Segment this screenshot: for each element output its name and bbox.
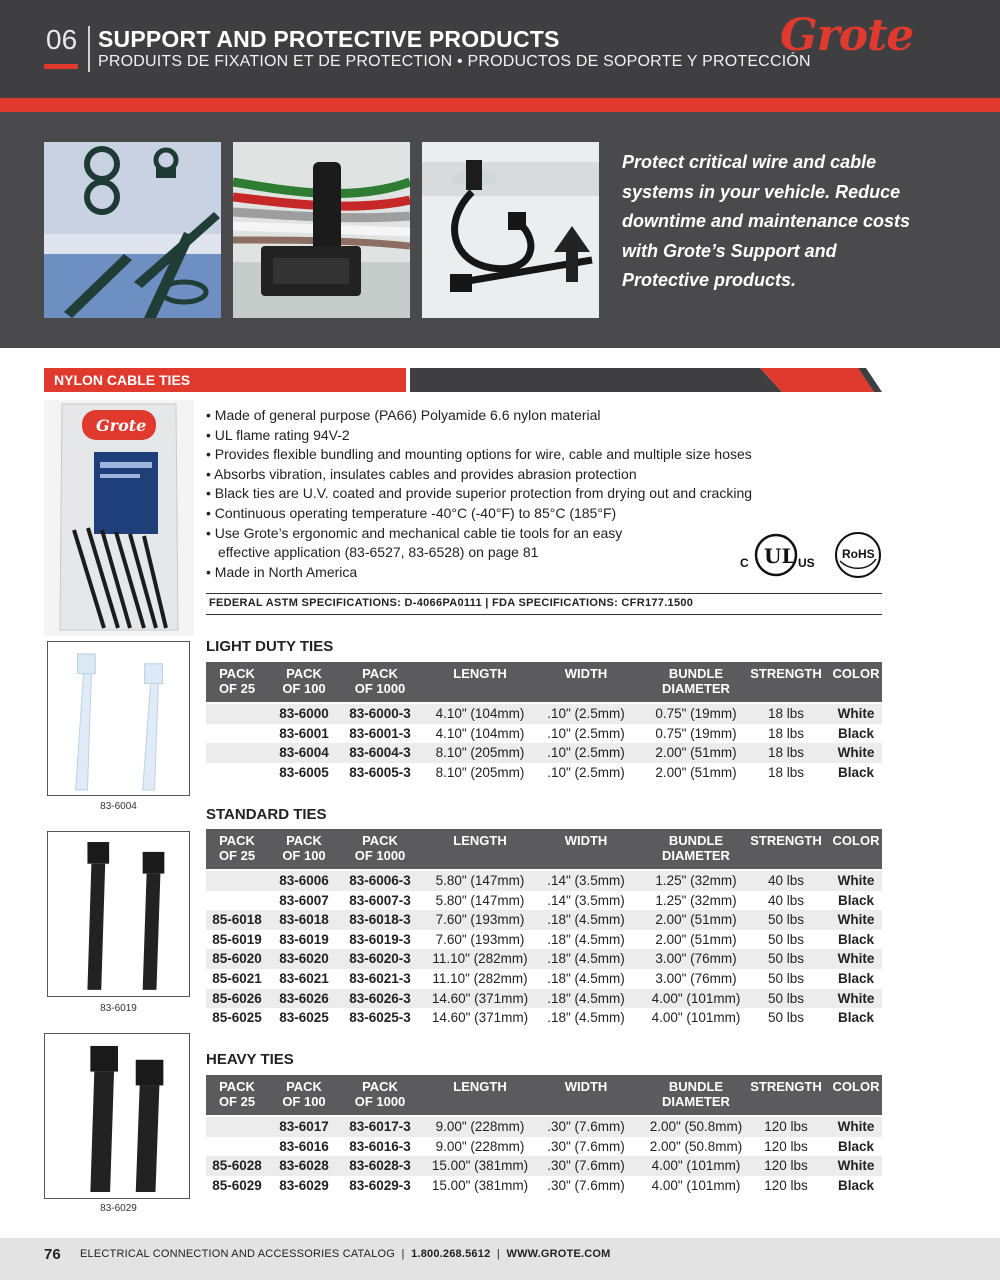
table-body [206,871,882,1028]
cell-bundle-diameter: 4.00" (101mm) [651,1158,741,1174]
cell-length: 4.10" (104mm) [435,706,525,721]
cell-color: White [837,990,875,1006]
cell-bundle-diameter: 2.00" (50.8mm) [649,1138,743,1154]
cell-color: Black [837,764,875,780]
cell-bundle-diameter: 4.00" (101mm) [651,1177,741,1193]
cell-strength: 18 lbs [767,725,805,741]
cell-pack-of-1000: 83-6001-3 [349,725,411,741]
cell-length: 5.80" (147mm) [435,892,525,908]
col-pack-of-1000: PACK OF 1000 [354,1079,406,1109]
cell-length: 11.10" (282mm) [432,951,528,967]
table-row [206,989,882,1009]
cell-width: .30" (7.6mm) [547,1158,625,1174]
hero-tagline: Protect critical wire and cable systems in your vehicle. Reduce downtime and maintenance costs with Grote’s Support and Protective products. [622,152,911,290]
cell-bundle-diameter: 0.75" (19mm) [655,725,737,741]
rohs-label: RoHS [842,547,875,561]
table-header [206,662,882,702]
standard-ties-title: STANDARD TIES [206,806,327,823]
cell-pack-of-100: 83-6019 [279,931,329,947]
col-pack-of-25: PACK OF 25 [218,1079,256,1109]
cell-bundle-diameter: 1.25" (32mm) [655,873,737,888]
cell-pack-of-1000: 83-6029-3 [349,1177,411,1193]
cell-color: White [837,873,875,888]
col-length: LENGTH [453,1079,507,1094]
standard-image-caption: 83-6019 [100,1003,137,1014]
cell-pack-of-100: 83-6026 [279,990,329,1006]
page-number: 76 [44,1246,61,1263]
cell-color: Black [837,1010,875,1026]
cell-strength: 40 lbs [767,892,805,908]
specifications-line: FEDERAL ASTM SPECIFICATIONS: D-4066PA0111 | FDA SPECIFICATIONS: CFR177.1500 [206,593,882,615]
cell-length: 15.00" (381mm) [431,1177,529,1193]
cell-pack-of-1000: 83-6007-3 [349,892,411,908]
cell-pack-of-25: 85-6029 [212,1177,262,1193]
cell-pack-of-100: 83-6021 [279,970,329,986]
cell-width: .18" (4.5mm) [547,931,625,947]
cell-length: 8.10" (205mm) [435,745,525,761]
cell-color: White [837,951,875,967]
cell-bundle-diameter: 0.75" (19mm) [655,706,737,721]
hero-banner [0,112,1000,348]
cell-color: Black [837,1177,875,1193]
section-number-underline [44,64,78,69]
light-duty-image-caption: 83-6004 [100,801,137,812]
cell-pack-of-25: 85-6018 [212,912,262,928]
col-width: WIDTH [564,833,608,848]
col-pack-of-1000: PACK OF 1000 [354,666,406,696]
cell-color: White [837,1119,875,1134]
cell-length: 14.60" (371mm) [431,990,529,1006]
cell-length: 14.60" (371mm) [431,1010,529,1026]
hero-image-cable-bundle [233,142,410,318]
heavy-ties-title: HEAVY TIES [206,1051,294,1068]
cell-pack-of-1000: 83-6020-3 [349,951,411,967]
table-row [206,704,882,724]
footer-separator: | [496,1248,500,1260]
cell-length: 9.00" (228mm) [435,1119,525,1134]
table-body [206,704,882,782]
cell-pack-of-25: 85-6028 [212,1158,262,1174]
cell-length: 4.10" (104mm) [435,725,525,741]
col-bundle-diameter: BUNDLE DIAMETER [662,1079,730,1109]
cell-width: .30" (7.6mm) [547,1138,625,1154]
standard-tie-photo [47,831,190,997]
section-title-nylon-cable-ties: NYLON CABLE TIES [44,368,406,392]
feature-item: • Use Grote’s ergonomic and mechanical cable tie tools for an easy effective application (83-6527, 83-6528) on page 81 [206,524,636,563]
cell-width: .18" (4.5mm) [547,1010,625,1026]
cable-bundle-photo-icon [233,142,410,318]
light-duty-ties-table [206,662,882,782]
cell-strength: 50 lbs [767,931,805,947]
cell-strength: 120 lbs [764,1138,808,1154]
cell-pack-of-1000: 83-6026-3 [349,990,411,1006]
feature-item: • Made of general purpose (PA66) Polyamide 6.6 nylon material [206,406,806,426]
col-color: COLOR [832,1079,880,1094]
cell-bundle-diameter: 3.00" (76mm) [655,970,737,986]
cell-pack-of-100: 83-6017 [279,1119,329,1134]
cell-width: .14" (3.5mm) [547,892,625,908]
table-row [206,871,882,891]
feature-item: • Black ties are U.V. coated and provide superior protection from drying out and cracking [206,484,806,504]
cell-pack-of-100: 83-6029 [279,1177,329,1193]
section-header-stripe [410,368,882,392]
cell-strength: 50 lbs [767,990,805,1006]
ul-mark: UL [764,544,796,568]
cell-pack-of-100: 83-6007 [279,892,329,908]
page-title: SUPPORT AND PROTECTIVE PRODUCTS [98,26,560,52]
cell-width: .10" (2.5mm) [547,725,625,741]
table-row [206,1176,882,1196]
cell-bundle-diameter: 3.00" (76mm) [655,951,737,967]
cell-pack-of-100: 83-6000 [279,706,329,721]
table-row [206,1117,882,1137]
grote-logo: Grote [780,10,914,61]
standard-ties-table [206,829,882,1028]
cell-pack-of-1000: 83-6017-3 [349,1119,411,1134]
cell-pack-of-1000: 83-6005-3 [349,764,411,780]
footer-catalog-name: ELECTRICAL CONNECTION AND ACCESSORIES CATALOG [80,1248,396,1260]
cell-pack-of-25: 85-6025 [212,1010,262,1026]
table-body [206,1117,882,1195]
cell-strength: 120 lbs [764,1158,808,1174]
footer-text [80,1248,611,1260]
cell-strength: 50 lbs [767,1010,805,1026]
table-row [206,1008,882,1028]
package-logo: Grote [96,416,147,435]
page-footer [0,1238,1000,1280]
cell-length: 8.10" (205mm) [435,764,525,780]
cell-width: .30" (7.6mm) [547,1177,625,1193]
table-row [206,949,882,969]
cell-pack-of-1000: 83-6028-3 [349,1158,411,1174]
heavy-black-cable-tie-icon [45,1034,189,1198]
col-length: LENGTH [453,666,507,681]
cell-color: White [837,1158,875,1174]
col-pack-of-100: PACK OF 100 [282,833,326,863]
cell-pack-of-1000: 83-6018-3 [349,912,411,928]
cell-strength: 120 lbs [764,1177,808,1193]
cell-color: White [837,745,875,761]
section-number: 06 [46,24,78,55]
cell-strength: 50 lbs [767,951,805,967]
black-cable-tie-icon [48,832,189,996]
feature-item: • Absorbs vibration, insulates cables and provides abrasion protection [206,465,806,485]
col-pack-of-1000: PACK OF 1000 [354,833,406,863]
mounting-ties-photo-icon [44,142,221,318]
cell-strength: 40 lbs [767,873,805,888]
col-strength: STRENGTH [750,666,822,681]
cell-color: Black [837,892,875,908]
header-divider [88,26,90,72]
cell-length: 9.00" (228mm) [435,1138,525,1154]
rohs-certification-icon [834,531,882,579]
footer-website-link[interactable]: WWW.GROTE.COM [506,1248,611,1260]
cell-pack-of-100: 83-6004 [279,745,329,761]
cell-strength: 120 lbs [764,1119,808,1134]
feature-item: • Made in North America [206,563,806,583]
col-pack-of-100: PACK OF 100 [282,1079,326,1109]
table-row [206,1156,882,1176]
cell-color: Black [837,725,875,741]
cell-pack-of-25: 85-6019 [212,931,262,947]
col-pack-of-25: PACK OF 25 [218,833,256,863]
col-bundle-diameter: BUNDLE DIAMETER [662,666,730,696]
ul-us-mark: US [798,556,815,570]
cell-pack-of-100: 83-6006 [279,873,329,888]
light-duty-tie-photo [47,641,190,796]
cell-width: .10" (2.5mm) [547,745,625,761]
col-color: COLOR [832,666,880,681]
table-row [206,910,882,930]
cell-strength: 50 lbs [767,912,805,928]
cell-color: White [837,912,875,928]
ul-c-mark: C [740,556,749,570]
feature-item: • UL flame rating 94V-2 [206,426,806,446]
feature-item: • Provides flexible bundling and mounting options for wire, cable and multiple size hoses [206,445,806,465]
col-length: LENGTH [453,833,507,848]
cell-pack-of-100: 83-6028 [279,1158,329,1174]
page-header [0,0,1000,98]
header-red-band [0,98,1000,112]
col-color: COLOR [832,833,880,848]
cell-bundle-diameter: 2.00" (51mm) [655,745,737,761]
heavy-image-caption: 83-6029 [100,1203,137,1214]
col-strength: STRENGTH [750,833,822,848]
feature-list [206,406,806,582]
cell-pack-of-1000: 83-6021-3 [349,970,411,986]
cell-width: .18" (4.5mm) [547,912,625,928]
cell-pack-of-1000: 83-6000-3 [349,706,411,721]
cell-color: Black [837,1138,875,1154]
cell-pack-of-1000: 83-6004-3 [349,745,411,761]
cell-bundle-diameter: 4.00" (101mm) [651,1010,741,1026]
cell-color: Black [837,970,875,986]
table-row [206,891,882,911]
cell-length: 11.10" (282mm) [432,970,528,986]
cable-tie-package-photo [44,400,194,636]
cell-bundle-diameter: 2.00" (51mm) [655,912,737,928]
cell-pack-of-100: 83-6020 [279,951,329,967]
cell-pack-of-100: 83-6001 [279,725,329,741]
page-subtitle: PRODUITS DE FIXATION ET DE PROTECTION • PRODUCTOS DE SOPORTE Y PROTECCIÓN [98,53,811,70]
cell-bundle-diameter: 2.00" (51mm) [655,931,737,947]
cell-length: 5.80" (147mm) [435,873,525,888]
cell-color: White [837,706,875,721]
cell-width: .10" (2.5mm) [547,706,625,721]
cell-strength: 18 lbs [767,764,805,780]
cell-pack-of-100: 83-6005 [279,764,329,780]
cell-length: 7.60" (193mm) [435,931,525,947]
cell-length: 15.00" (381mm) [431,1158,529,1174]
col-width: WIDTH [564,1079,608,1094]
cell-pack-of-25: 85-6020 [212,951,262,967]
table-row [206,724,882,744]
cell-pack-of-25: 85-6021 [212,970,262,986]
cell-strength: 18 lbs [767,745,805,761]
light-duty-ties-title: LIGHT DUTY TIES [206,638,334,655]
cell-pack-of-1000: 83-6006-3 [349,873,411,888]
cell-width: .18" (4.5mm) [547,951,625,967]
cell-color: Black [837,931,875,947]
cell-strength: 50 lbs [767,970,805,986]
cable-tie-package-icon [44,400,194,636]
cell-bundle-diameter: 4.00" (101mm) [651,990,741,1006]
cell-strength: 18 lbs [767,706,805,721]
col-strength: STRENGTH [750,1079,822,1094]
footer-phone: 1.800.268.5612 [411,1248,491,1260]
cell-width: .14" (3.5mm) [547,873,625,888]
col-bundle-diameter: BUNDLE DIAMETER [662,833,730,863]
cell-width: .10" (2.5mm) [547,764,625,780]
cell-pack-of-1000: 83-6025-3 [349,1010,411,1026]
cell-pack-of-25: 85-6026 [212,990,262,1006]
table-header [206,1075,882,1115]
col-width: WIDTH [564,666,608,681]
cell-pack-of-1000: 83-6016-3 [349,1138,411,1154]
hero-image-push-mount-ties [422,142,599,318]
hero-image-mounting-ties [44,142,221,318]
feature-item: • Continuous operating temperature -40°C (-40°F) to 85°C (185°F) [206,504,806,524]
cell-pack-of-100: 83-6016 [279,1138,329,1154]
cul-us-certification-icon [738,532,818,578]
footer-separator: | [401,1248,405,1260]
table-row [206,763,882,783]
table-row [206,930,882,950]
col-pack-of-100: PACK OF 100 [282,666,326,696]
table-row [206,969,882,989]
heavy-ties-table [206,1075,882,1195]
cell-bundle-diameter: 1.25" (32mm) [655,892,737,908]
cell-pack-of-100: 83-6025 [279,1010,329,1026]
cell-length: 7.60" (193mm) [435,912,525,928]
cell-pack-of-1000: 83-6019-3 [349,931,411,947]
white-cable-tie-icon [48,642,189,795]
cell-bundle-diameter: 2.00" (51mm) [655,764,737,780]
cell-width: .18" (4.5mm) [547,990,625,1006]
cell-bundle-diameter: 2.00" (50.8mm) [649,1119,743,1134]
push-mount-ties-photo-icon [422,142,599,318]
table-header [206,829,882,869]
cell-width: .18" (4.5mm) [547,970,625,986]
table-row [206,743,882,763]
heavy-tie-photo [44,1033,190,1199]
cell-pack-of-100: 83-6018 [279,912,329,928]
table-row [206,1137,882,1157]
cell-width: .30" (7.6mm) [547,1119,625,1134]
col-pack-of-25: PACK OF 25 [218,666,256,696]
